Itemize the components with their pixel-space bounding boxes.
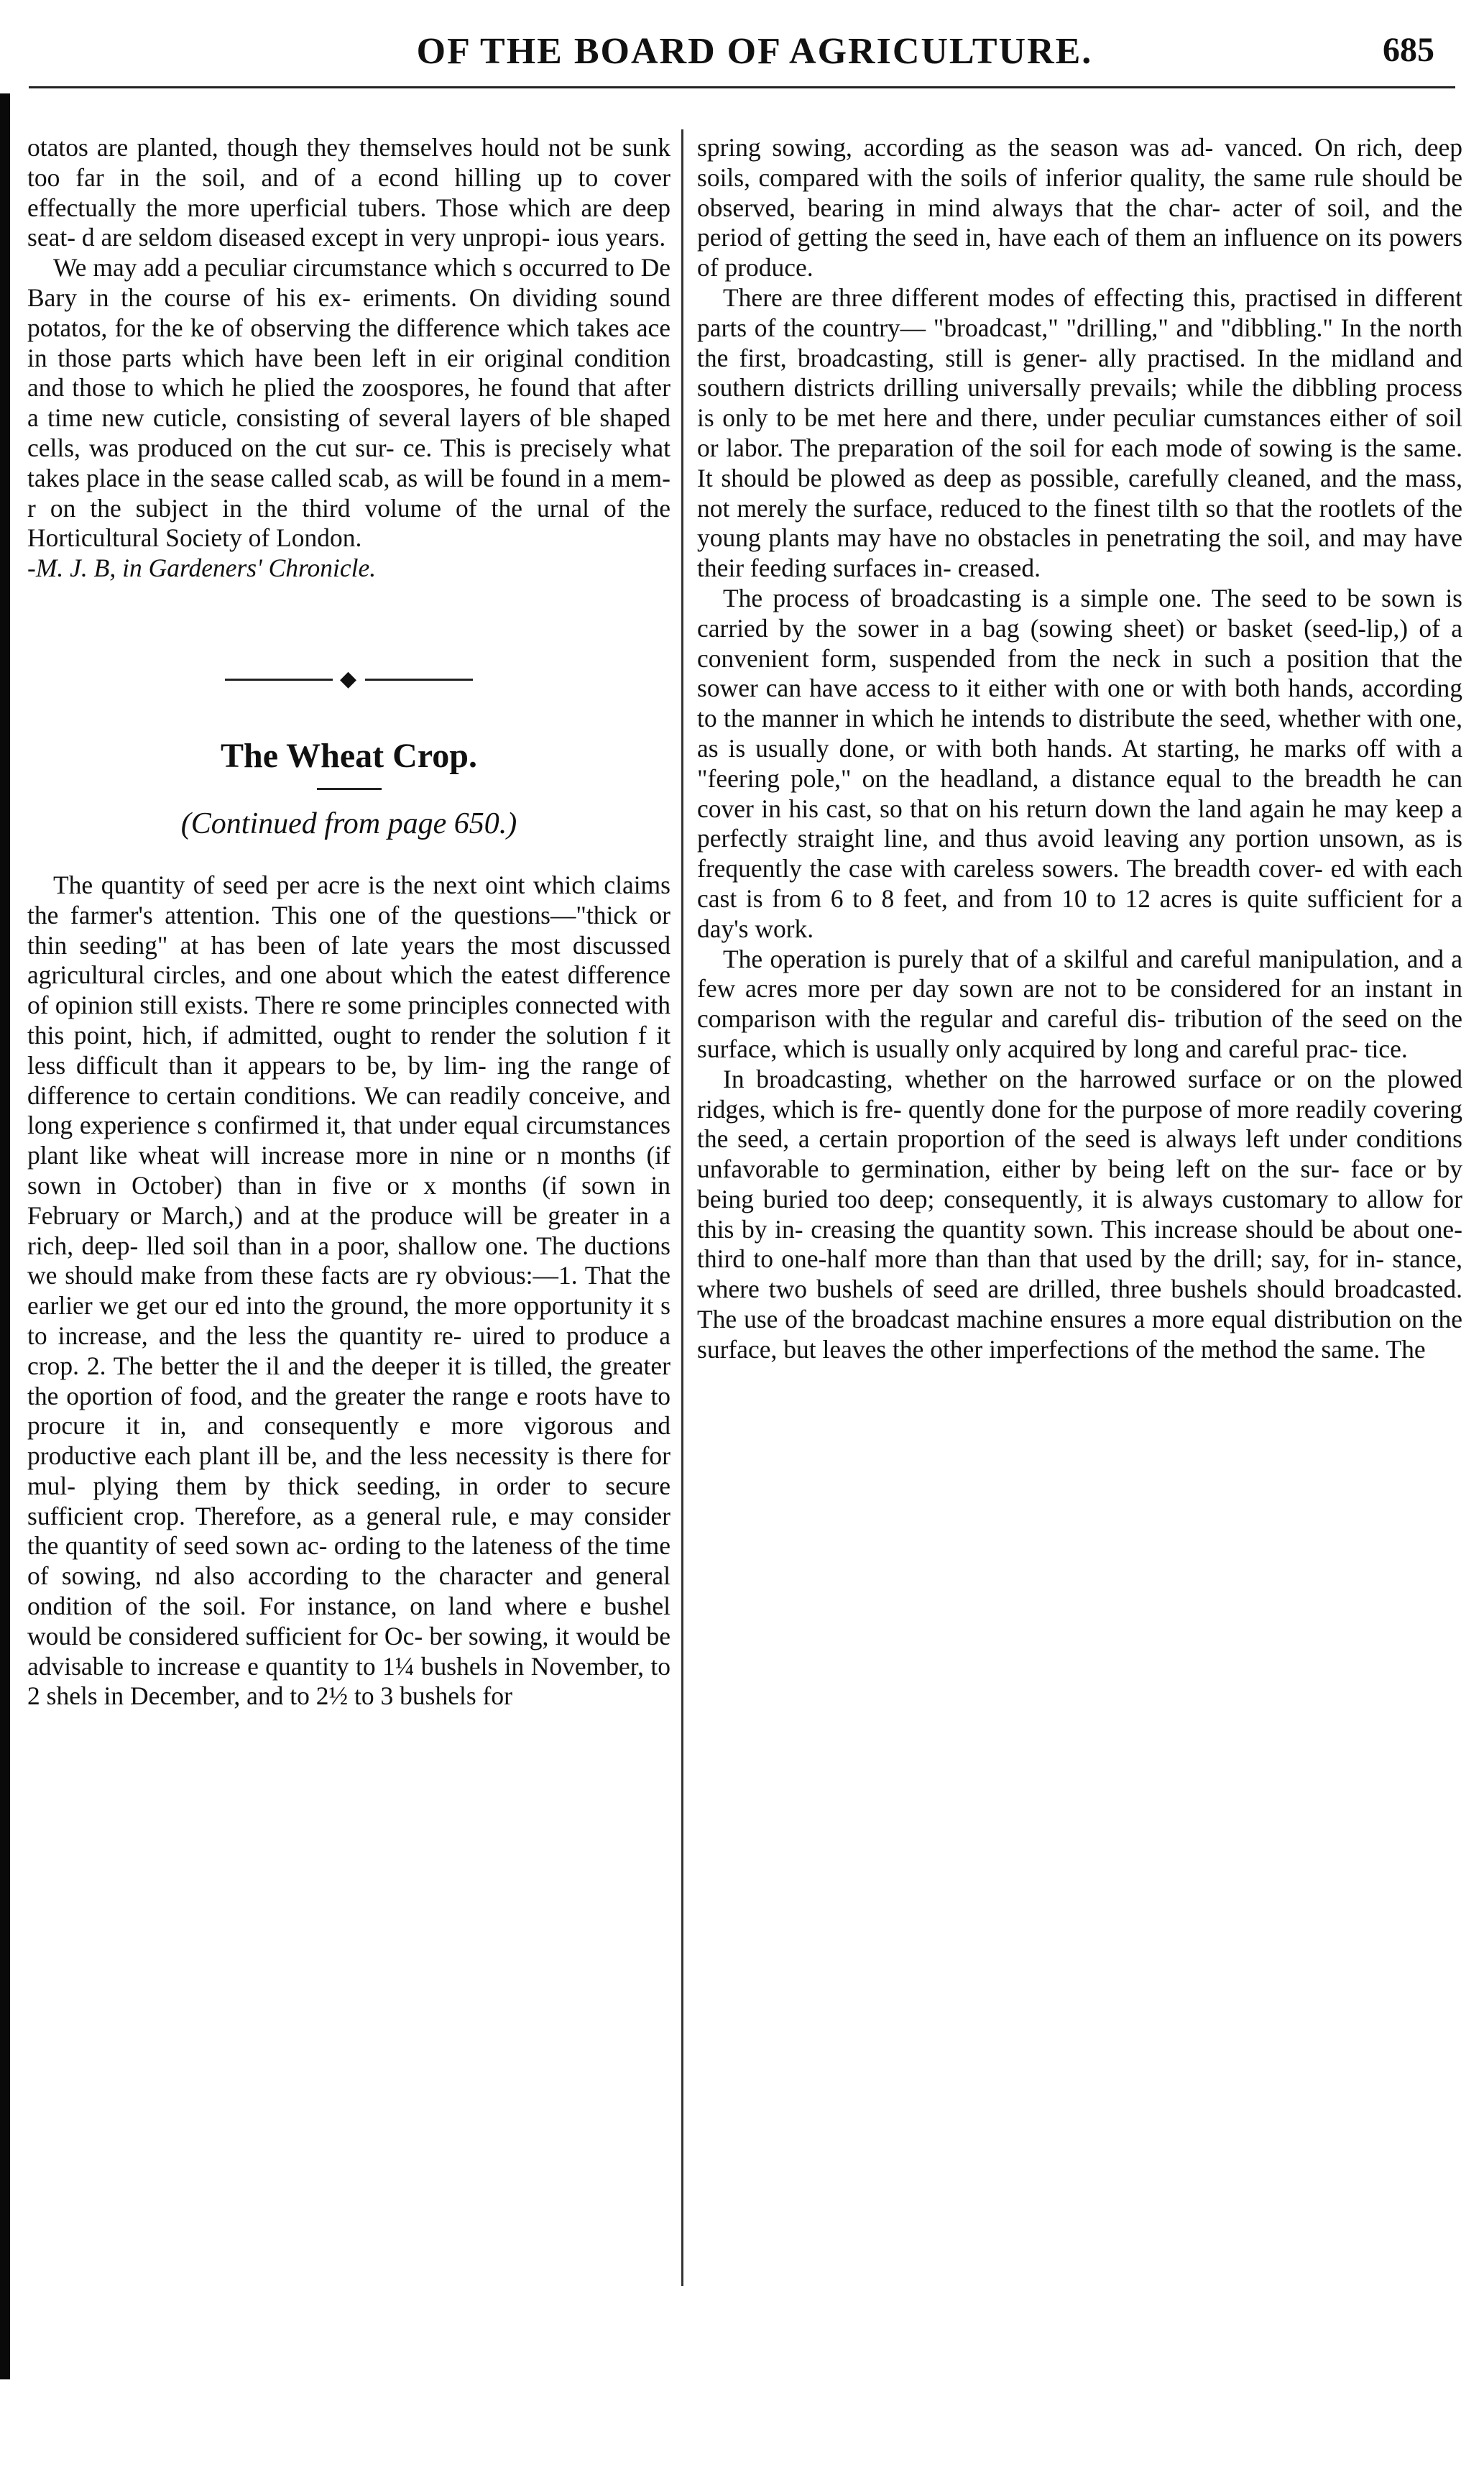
paragraph: There are three different modes of effecting this, practised in different parts of the country— "broadcast," "drilling," and "dibbling." In the north the first, broadcasting, still is gener- ally practised. In the midland and southern districts drilling universally prevails; while the dibbling process is only to be met here and there, under peculiar cumstances either of soil or labor. The preparation of the soil for each mode of sowing is the same. It should be plowed as deep as possible, carefully cleaned, and the mass, not merely the surface, reduced to the finest tilth so that the rootlets of the young plants may have no obstacles in penetrating the soil, and may have their feeding surfaces in- creased. <box>697 283 1462 583</box>
paragraph: The process of broadcasting is a simple one. The seed to be sown is carried by the sower in a bag (sowing sheet) or basket (seed-lip,) of a convenient form, suspended from the neck in such a position that the sower can have access to it either with one or with both hands, according to the manner in which he intends to distribute the seed, whether with one, as is usually done, or with both hands. At starting, he marks off with a "feering pole," on the headland, a distance equal to the breadth he can cover in his cast, so that on his return down the land again he may keep a perfectly straight line, and thus avoid leaving any portion unsown, as is frequently the case with careless sowers. The breadth cover- ed with each cast is from 6 to 8 feet, and from 10 to 12 acres is quite sufficient for a day's work. <box>697 583 1462 943</box>
column-divider <box>681 129 683 2286</box>
running-title: OF THE BOARD OF AGRICULTURE. <box>416 31 1093 72</box>
paragraph: The operation is purely that of a skilful and careful manipulation, and a few acres more per day sown are not to be considered for an instant in comparison with the regular and careful dis- tribution of the seed on the surface, which is usually only acquired by long and careful prac- tice. <box>697 944 1462 1063</box>
section-title: The Wheat Crop. <box>221 736 477 775</box>
paragraph: The quantity of seed per acre is the next oint which claims the farmer's attention. This one of the questions—"thick or thin seeding" at has been of late years the most discussed agricultural circles, and one about which the eatest difference of opinion still exists. There re some principles connected with this point, hich, if admitted, ought to render the solution f it less difficult than it appears to be, by lim- ing the range of difference to certain conditions. We can readily conceive, and long experience s confirmed it, that under equal circumstances plant like wheat will increase more in nine or n months (if sown in October) than in five or x months (if sown in February or March,) and at the produce will be greater in a rich, deep- lled soil than in a poor, shallow one. The ductions we should make from these facts are ry obvious:—1. That the earlier we get our ed into the ground, the more opportunity it s to increase, and the less the quantity re- uired to produce a crop. 2. The better the il and the deeper it is tilled, the greater the oportion of food, and the greater the range e roots have to procure it in, and consequently e more vigorous and productive each plant ill be, and the less necessity is there for mul- plying them by thick seeding, in order to secure sufficient crop. Therefore, as a general rule, e may consider the quantity of seed sown ac- ording to the lateness of the time of sowing, nd also according to the character and general ondition of the soil. For instance, on land where e bushel would be considered sufficient for Oc- ber sowing, it would be advisable to increase e quantity to 1¼ bushels in November, to 2 shels in December, and to 2½ to 3 bushels for <box>27 870 670 1711</box>
left-column <box>27 133 670 1712</box>
continued-note: (Continued from page 650.) <box>180 807 517 840</box>
paragraph: otatos are planted, though they themselves hould not be sunk too far in the soil, and of a econd hilling up to cover effectually the more uperficial tubers. Those which are deep seat- d are seldom diseased except in very unpropi- ious years. <box>27 133 670 252</box>
title-rule <box>317 788 382 790</box>
separator-line <box>225 679 333 681</box>
paragraph: In broadcasting, whether on the harrowed surface or on the plowed ridges, which is fre- quently done for the purpose of more readily covering the seed, a certain proportion of the seed is always left under conditions unfavorable to germination, either by being left on the sur- face or by being buried too deep; consequently, it is always customary to allow for this by in- creasing the quantity sown. This increase should be about one-third to one-half more than than that used by the drill; say, for in- stance, where two bushels of seed are drilled, three bushels should broadcasted. The use of the broadcast machine ensures a more equal distribution on the surface, but leaves the other imperfections of the method the same. The <box>697 1064 1462 1364</box>
section-separator <box>27 663 670 694</box>
article-signature: -M. J. B, in Gardeners' Chronicle. <box>27 554 377 583</box>
right-column <box>697 133 1462 1365</box>
paragraph: spring sowing, according as the season was ad- vanced. On rich, deep soils, compared with the soils of inferior quality, the same rule should be observed, bearing in mind always that the char- acter of soil, and the period of getting the seed in, have each of them an influence on its powers of produce. <box>697 133 1462 283</box>
header-rule <box>29 86 1455 88</box>
scan-edge-shadow <box>0 93 10 2379</box>
page-header <box>22 30 1452 102</box>
paragraph: We may add a peculiar circumstance which s occurred to De Bary in the course of his ex- eriments. On dividing sound potatos, for the ke of observing the difference which takes ace in those parts which have been left in eir original condition and those to which he plied the zoospores, he found that after a time new cuticle, consisting of several layers of ble shaped cells, was produced on the cut sur- ce. This is precisely what takes place in the sease called scab, as will be found in a mem- r on the subject in the third volume of the urnal of the Horticultural Society of London. <box>27 253 670 553</box>
diamond-icon: ◆ <box>339 667 359 692</box>
separator-line <box>365 679 473 681</box>
page-number: 685 <box>1383 31 1434 69</box>
